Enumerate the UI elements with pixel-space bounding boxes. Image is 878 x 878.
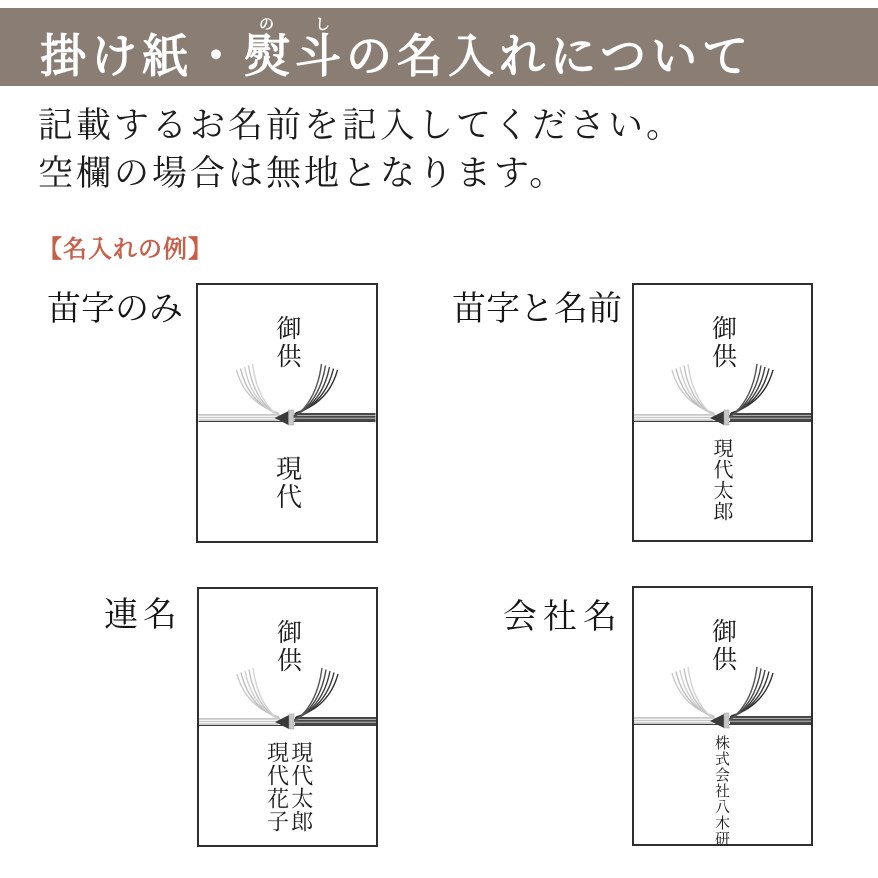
noshi-title-text: 御供 <box>273 619 303 675</box>
title-part1: 掛け紙・ <box>40 30 244 82</box>
naming-examples-heading: 【名入れの例】 <box>38 236 213 263</box>
example-label: 苗字のみ <box>47 290 183 328</box>
page-title <box>40 16 754 82</box>
mizuhiki-cord-ornament <box>198 357 376 427</box>
mizuhiki-cord-ornament <box>634 660 811 730</box>
name-column: 現代太郎 <box>287 741 313 833</box>
name-column: 現代太郎 <box>710 438 734 522</box>
name-column: 株式会社八木研 <box>713 735 731 847</box>
header-banner <box>0 8 878 86</box>
noshi-card <box>197 587 378 847</box>
noshi-title-text: 御供 <box>708 315 738 371</box>
intro-line2: 空欄の場合は無地となります。 <box>38 154 568 193</box>
noshi-card <box>632 283 813 542</box>
noshi-ruby <box>244 16 346 82</box>
name-column: 現代 <box>271 455 302 511</box>
noshi-ruby-base: 熨斗 <box>244 30 346 82</box>
intro-text <box>38 102 684 198</box>
name-column: 現代花子 <box>263 741 289 833</box>
title-part2: の名入れについて <box>346 30 754 82</box>
example-label: 連名 <box>104 596 182 634</box>
noshi-title-text: 御供 <box>708 618 738 674</box>
noshi-name-text <box>269 455 306 511</box>
mizuhiki-cord-ornament <box>634 357 811 427</box>
intro-line1: 記載するお名前を記入してください。 <box>38 106 685 145</box>
noshi-name-text <box>263 741 311 833</box>
noshi-name-text <box>712 735 733 847</box>
noshi-card <box>632 586 813 846</box>
noshi-name-text <box>708 438 737 522</box>
example-label: 苗字と名前 <box>452 290 622 328</box>
example-label: 会社名 <box>503 598 623 636</box>
noshi-title-text: 御供 <box>273 315 302 371</box>
noshi-furigana: のし <box>244 16 346 33</box>
mizuhiki-cord-ornament <box>199 661 376 731</box>
noshi-card <box>196 283 378 543</box>
